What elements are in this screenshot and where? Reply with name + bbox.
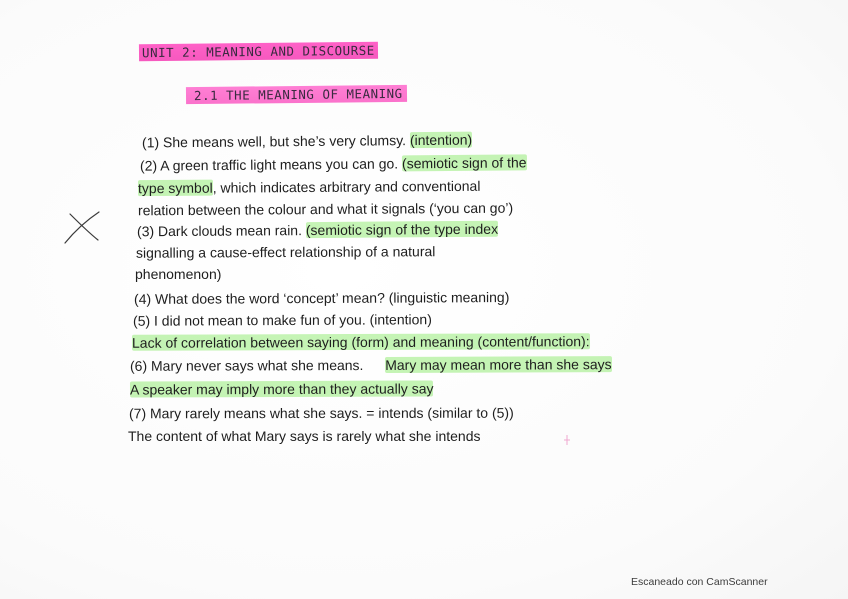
example-3-line-end: phenomenon)	[135, 266, 222, 282]
unit-heading: UNIT 2: MEANING AND DISCOURSE	[139, 42, 378, 61]
speaker-text: A speaker may imply more than they actually say	[129, 380, 434, 398]
example-4-line: (4) What does the word ‘concept’ mean? (linguistic meaning)	[133, 289, 510, 307]
example-1-annotation: (intention)	[409, 131, 473, 149]
handwritten-x-icon	[62, 210, 102, 246]
correlation-text: Lack of correlation between saying (form) and meaning (content/function):	[131, 333, 590, 351]
example-3-line	[137, 220, 498, 241]
correlation-line	[132, 332, 590, 352]
example-3-annotation: (semiotic sign of the type index	[305, 220, 499, 239]
example-2-text: (2) A green traffic light means you can go.	[139, 155, 399, 174]
section-heading: 2.1 THE MEANING OF MEANING	[186, 85, 407, 104]
example-2-explanation: , which indicates arbitrary and conventional	[212, 177, 481, 196]
example-2-annotation-start: (semiotic sign of the	[401, 154, 527, 172]
example-2-line	[140, 153, 527, 174]
example-6-line	[130, 355, 612, 375]
example-6-gloss: Mary may mean more than she says	[385, 356, 612, 373]
content-line: The content of what Mary says is rarely what she intends	[128, 428, 481, 444]
example-2-line-end: relation between the colour and what it signals (‘you can go’)	[137, 199, 514, 219]
type-symbol-highlight: type symbol	[137, 179, 213, 197]
camscanner-watermark: Escaneado con CamScanner	[631, 576, 768, 588]
example-2-line-cont	[138, 177, 481, 197]
example-1-line	[142, 131, 472, 152]
example-7-line: (7) Mary rarely means what she says. = intends (similar to (5))	[128, 404, 514, 422]
example-6-text: (6) Mary never says what she means.	[129, 357, 364, 374]
example-3-text: (3) Dark clouds mean rain.	[136, 222, 303, 240]
example-5-line: (5) I did not mean to make fun of you. (intention)	[132, 311, 432, 329]
ink-smudge-icon	[563, 434, 571, 446]
example-1-text: (1) She means well, but she’s very clumsy.	[141, 132, 407, 151]
example-3-line-cont: signalling a cause-effect relationship of a natural	[135, 243, 436, 261]
speaker-line	[130, 379, 434, 398]
